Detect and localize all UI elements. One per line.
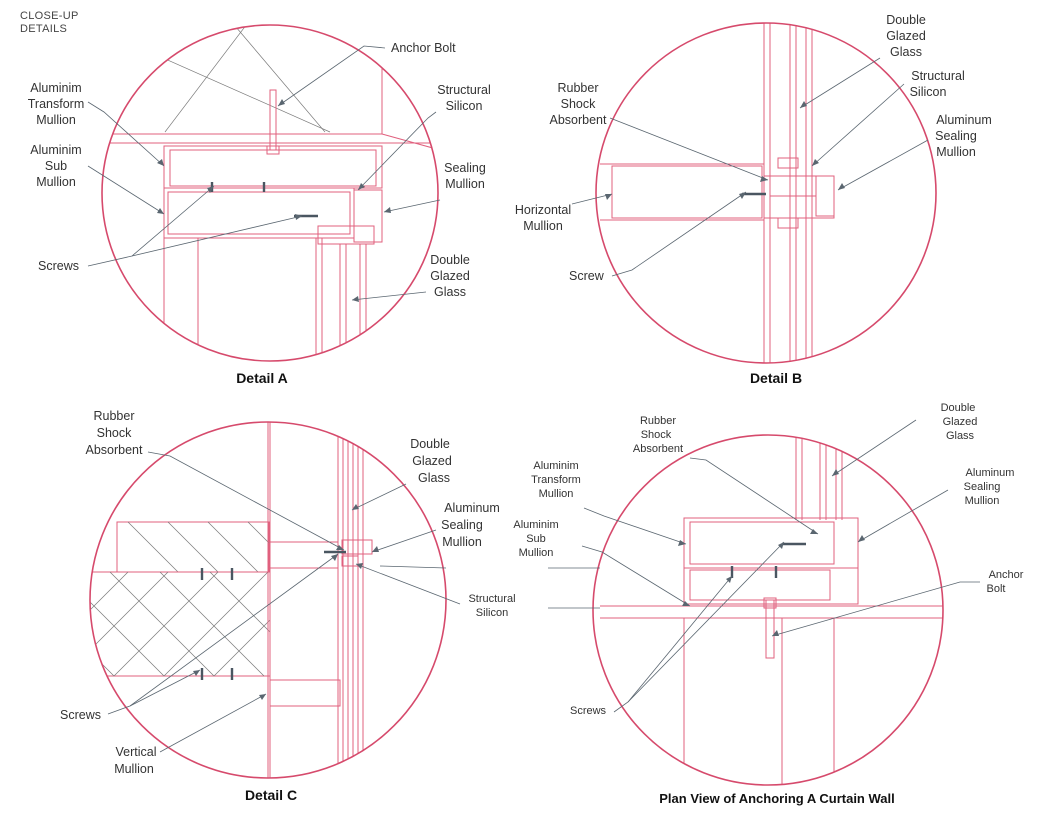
label-p-transform-2: Transform xyxy=(531,474,581,486)
label-b-rubber-3: Absorbent xyxy=(549,113,607,127)
label-b-silicon-1: Structural xyxy=(911,69,965,83)
label-c-rubber-2: Shock xyxy=(96,426,132,440)
detail-b-geometry xyxy=(600,20,834,370)
page-title-line-2: DETAILS xyxy=(20,23,68,35)
label-b-glass-3: Glass xyxy=(890,45,922,59)
label-c-glass-3: Glass xyxy=(418,471,450,485)
detail-a-geometry xyxy=(100,20,440,360)
label-c-silicon-1: Structural xyxy=(468,593,516,605)
detail-b xyxy=(515,13,992,386)
detail-c-hatch xyxy=(90,572,270,676)
plan-view-circle xyxy=(593,435,943,785)
label-p-sealing-2: Sealing xyxy=(963,481,1001,493)
detail-a xyxy=(28,20,491,386)
label-b-horizontal-1: Horizontal xyxy=(514,203,572,217)
label-b-sealing-3: Mullion xyxy=(936,145,976,159)
label-p-anchor-1: Anchor xyxy=(988,569,1024,581)
label-a-sub-mullion-1: Aluminim xyxy=(30,143,82,157)
label-a-anchor-bolt: Anchor Bolt xyxy=(391,41,456,55)
caption-detail-c: Detail C xyxy=(244,787,298,803)
detail-b-leaders xyxy=(572,58,928,276)
label-p-sealing-3: Mullion xyxy=(964,495,1000,507)
plan-view-leaders xyxy=(548,420,980,712)
label-a-transform-mullion-2: Transform xyxy=(27,97,85,111)
caption-plan-view: Plan View of Anchoring A Curtain Wall xyxy=(659,791,895,806)
label-p-sub-2: Sub xyxy=(526,533,546,545)
caption-detail-b: Detail B xyxy=(749,370,803,386)
label-p-sub-3: Mullion xyxy=(518,547,554,559)
label-c-rubber-1: Rubber xyxy=(93,409,135,423)
label-c-vertical-1: Vertical xyxy=(115,745,157,759)
label-a-structural-silicon-1: Structural xyxy=(437,83,491,97)
label-p-transform-1: Aluminim xyxy=(533,460,579,472)
label-a-structural-silicon-2: Silicon xyxy=(445,99,483,113)
label-a-sub-mullion-3: Mullion xyxy=(36,175,76,189)
label-a-screws: Screws xyxy=(38,259,79,273)
label-p-rubber-3: Absorbent xyxy=(632,443,684,455)
label-b-horizontal-2: Mullion xyxy=(523,219,563,233)
label-b-sealing-2: Sealing xyxy=(935,129,977,143)
label-c-sealing-2: Sealing xyxy=(441,518,483,532)
label-b-screw: Screw xyxy=(569,269,604,283)
label-b-glass-1: Double xyxy=(886,13,926,27)
label-a-transform-mullion-1: Aluminim xyxy=(30,81,82,95)
label-p-anchor-2: Bolt xyxy=(986,583,1006,595)
detail-c-geometry xyxy=(90,420,372,790)
caption-detail-a: Detail A xyxy=(236,370,288,386)
label-a-glass-3: Glass xyxy=(434,285,466,299)
detail-a-circle xyxy=(102,25,438,361)
label-p-sealing-1: Aluminum xyxy=(965,467,1015,479)
detail-c xyxy=(60,409,516,803)
label-c-vertical-2: Mullion xyxy=(114,762,154,776)
label-a-sealing-mullion-2: Mullion xyxy=(445,177,485,191)
label-p-transform-3: Mullion xyxy=(538,488,574,500)
label-b-silicon-2: Silicon xyxy=(909,85,947,99)
label-b-sealing-1: Aluminum xyxy=(936,113,992,127)
label-a-sealing-mullion-1: Sealing xyxy=(444,161,486,175)
label-p-rubber-1: Rubber xyxy=(639,415,677,427)
label-p-glass-3: Glass xyxy=(945,430,975,442)
plan-view-geometry xyxy=(600,430,945,790)
label-b-rubber-1: Rubber xyxy=(557,81,599,95)
label-c-glass-1: Double xyxy=(410,437,450,451)
label-a-glass-1: Double xyxy=(430,253,470,267)
label-c-glass-2: Glazed xyxy=(412,454,452,468)
label-c-silicon-2: Silicon xyxy=(475,607,509,619)
detail-c-leaders xyxy=(108,452,460,752)
plan-view xyxy=(513,402,1023,806)
label-a-transform-mullion-3: Mullion xyxy=(36,113,76,127)
label-p-rubber-2: Shock xyxy=(640,429,672,441)
label-p-screws: Screws xyxy=(570,705,607,717)
page-title-line-1: CLOSE-UP xyxy=(20,10,79,22)
label-c-screws: Screws xyxy=(60,708,101,722)
label-p-glass-2: Glazed xyxy=(942,416,978,428)
label-a-sub-mullion-2: Sub xyxy=(44,159,68,173)
label-c-rubber-3: Absorbent xyxy=(85,443,143,457)
label-p-sub-1: Aluminim xyxy=(513,519,559,531)
label-p-glass-1: Double xyxy=(940,402,976,414)
label-c-sealing-1: Aluminum xyxy=(444,501,500,515)
label-b-glass-2: Glazed xyxy=(886,29,926,43)
label-c-sealing-3: Mullion xyxy=(442,535,482,549)
label-b-rubber-2: Shock xyxy=(560,97,596,111)
label-a-glass-2: Glazed xyxy=(430,269,470,283)
